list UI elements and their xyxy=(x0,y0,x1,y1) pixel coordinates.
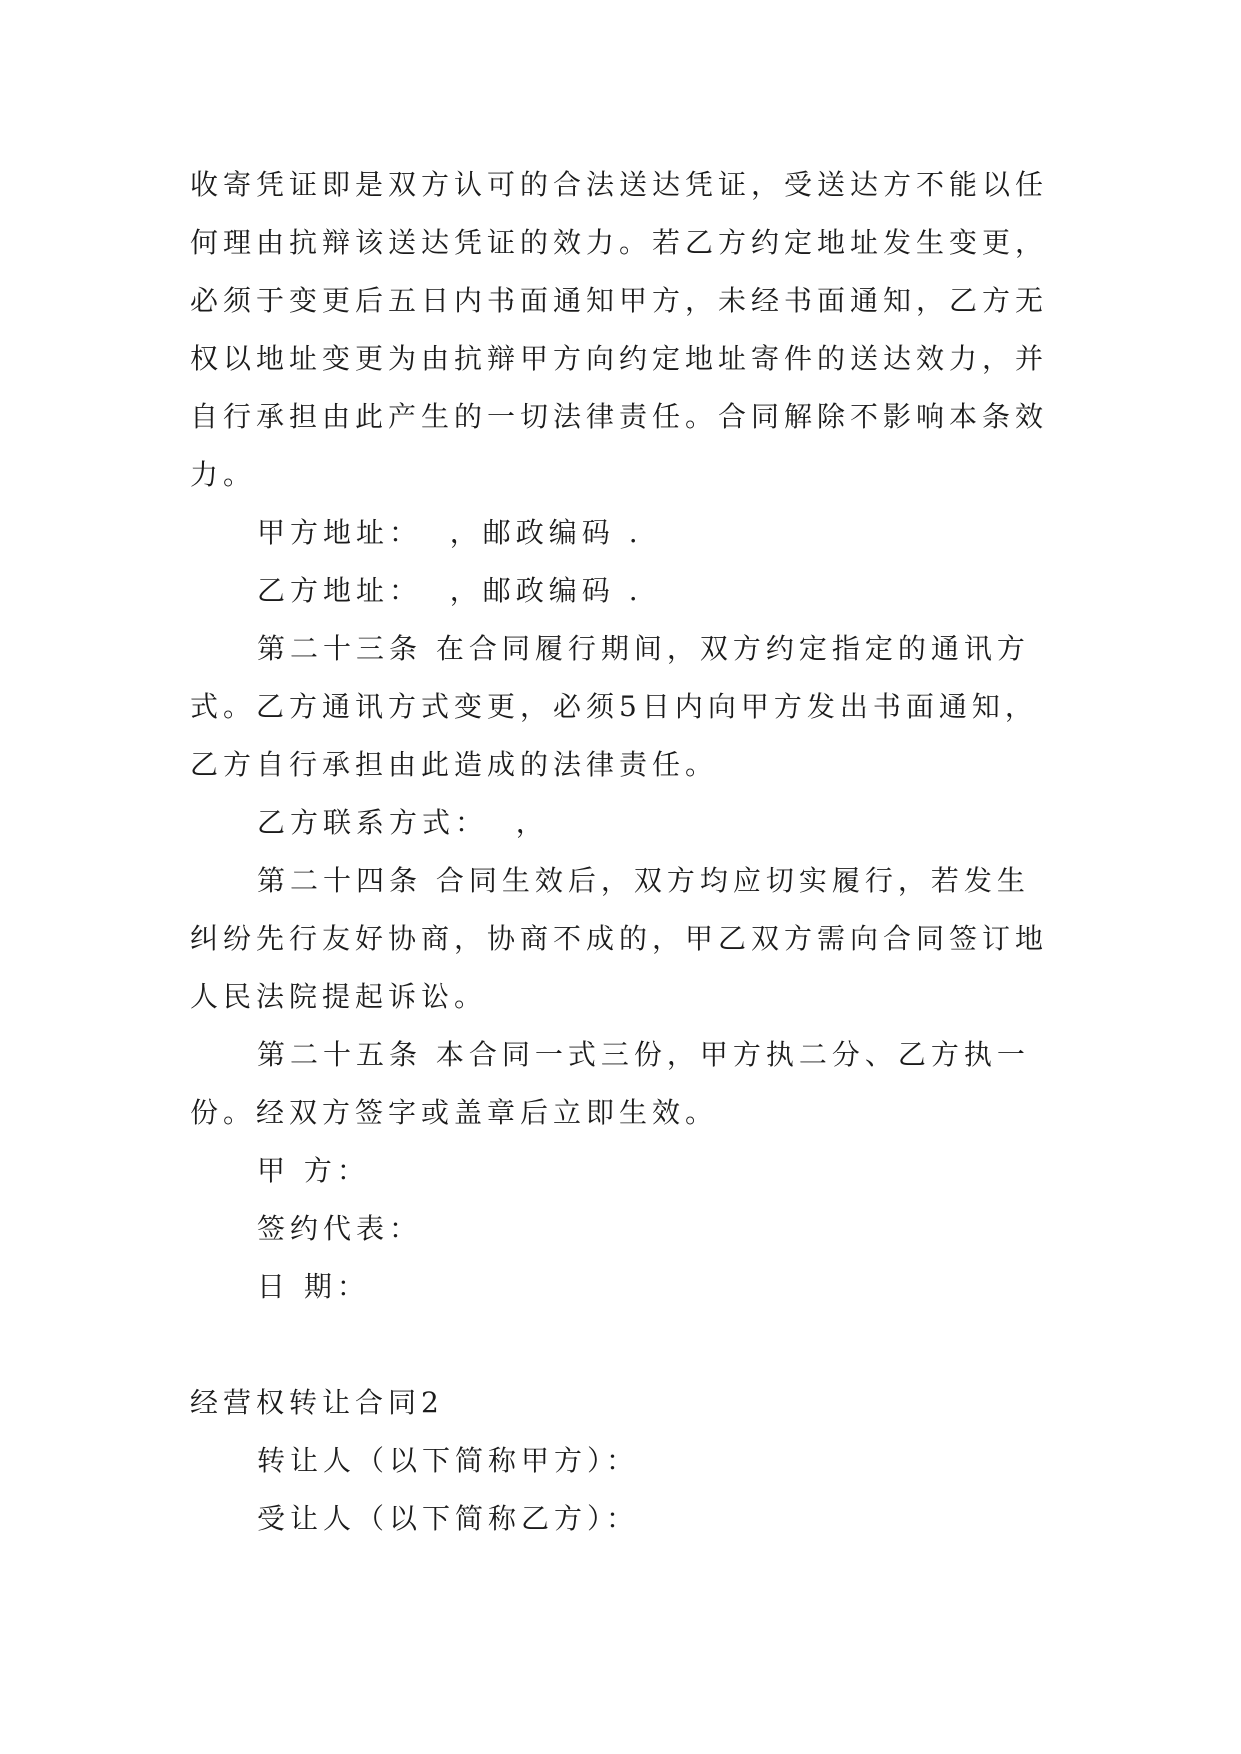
party-a-address: 甲方地址： ，邮政编码 . xyxy=(257,516,643,549)
paragraph-line: 第二十三条 在合同履行期间，双方约定指定的通讯方 xyxy=(257,632,1030,665)
paragraph-line: 份。经双方签字或盖章后立即生效。 xyxy=(190,1096,719,1129)
transferee-label: 受让人（以下简称乙方）： xyxy=(257,1502,640,1535)
blank-line xyxy=(190,1316,1241,1374)
party-b-contact: 乙方联系方式： ， xyxy=(257,806,549,839)
paragraph-line: 何理由抗辩该送达凭证的效力。若乙方约定地址发生变更， xyxy=(190,226,1049,259)
contract-2-section xyxy=(190,1374,1241,1548)
clause-24 xyxy=(190,852,1241,1026)
paragraph-line: 式。乙方通讯方式变更，必须5日内向甲方发出书面通知， xyxy=(190,690,1038,723)
signature-block xyxy=(190,1142,1241,1316)
clause-25 xyxy=(190,1026,1241,1142)
paragraph-line: 权以地址变更为由抗辩甲方向约定地址寄件的送达效力，并 xyxy=(190,342,1049,375)
clause-22-continuation xyxy=(190,156,1241,504)
paragraph-line: 纠纷先行友好协商，协商不成的，甲乙双方需向合同签订地 xyxy=(190,922,1049,955)
signature-representative-label: 签约代表： xyxy=(257,1212,423,1245)
paragraph-line: 力。 xyxy=(190,458,257,491)
paragraph-line: 人民法院提起诉讼。 xyxy=(190,980,488,1013)
clause-23 xyxy=(190,620,1241,794)
paragraph-line: 收寄凭证即是双方认可的合法送达凭证，受送达方不能以任 xyxy=(190,168,1049,201)
party-b-address: 乙方地址： ，邮政编码 . xyxy=(257,574,643,607)
transferor-label: 转让人（以下简称甲方）： xyxy=(257,1444,640,1477)
signature-party-label: 甲 方： xyxy=(257,1154,370,1187)
signature-date-label: 日 期： xyxy=(257,1270,370,1303)
paragraph-line: 第二十五条 本合同一式三份，甲方执二分、乙方执一 xyxy=(257,1038,1030,1071)
paragraph-line: 乙方自行承担由此造成的法律责任。 xyxy=(190,748,719,781)
paragraph-line: 自行承担由此产生的一切法律责任。合同解除不影响本条效 xyxy=(190,400,1049,433)
paragraph-line: 第二十四条 合同生效后，双方均应切实履行，若发生 xyxy=(257,864,1030,897)
paragraph-line: 必须于变更后五日内书面通知甲方，未经书面通知，乙方无 xyxy=(190,284,1049,317)
contract-title: 经营权转让合同2 xyxy=(190,1386,444,1419)
